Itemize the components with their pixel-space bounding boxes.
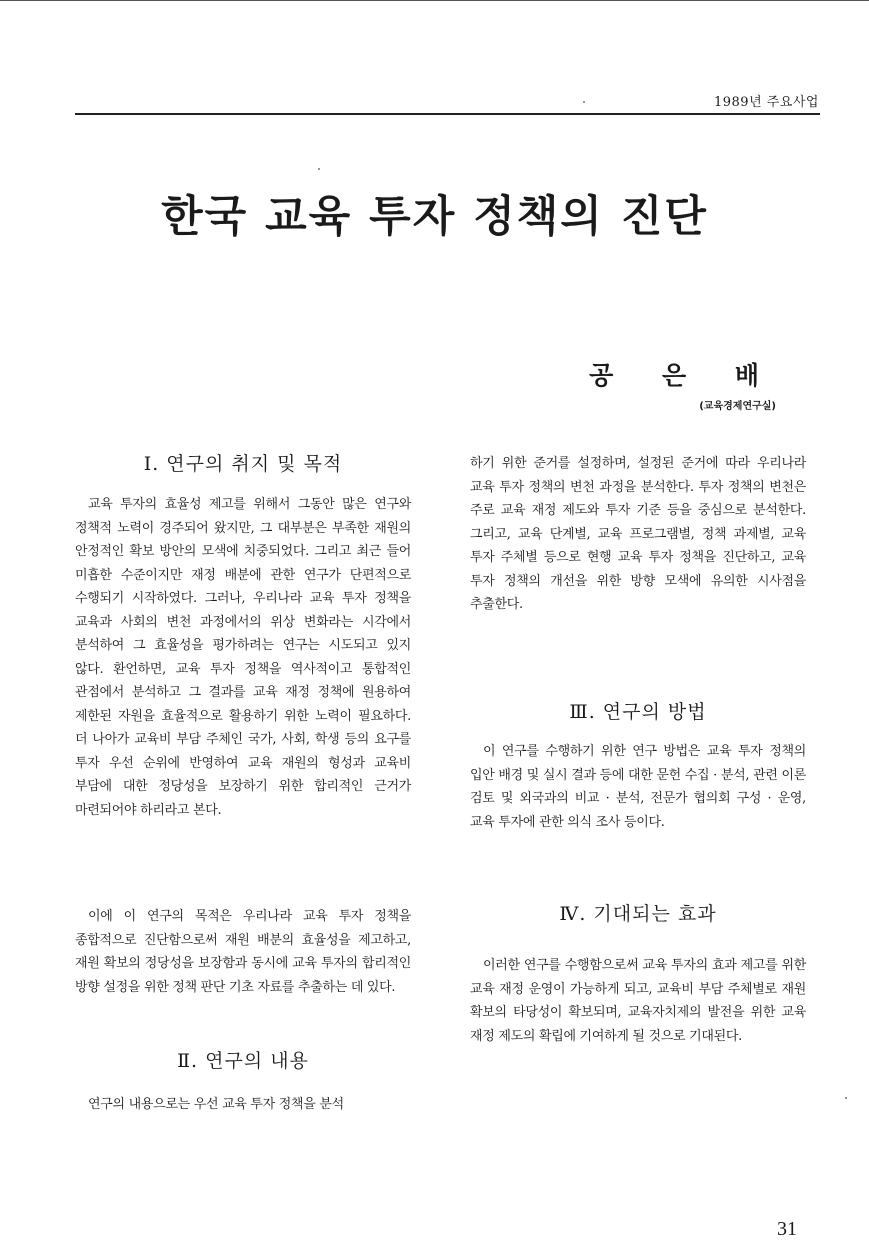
scan-speck [845,1097,847,1099]
section-heading-3: Ⅲ. 연구의 방법 [569,701,707,723]
section-2-paragraph-start: 연구의 내용으로는 우선 교육 투자 정책을 분석 [88,1097,344,1112]
header-rule [75,113,820,115]
section-1-paragraph-1: 교육 투자의 효율성 제고를 위해서 그동안 많은 연구와 정책적 노력이 경주되어 왔지만, 그 대부분은 부족한 재원의 안정적인 확보 방안의 모색에 치중되었다. 그리고 최근 들어 미흡한 수준이지만 재정 배분에 관한 연구가 단편적으로 수행되기 시작하였다. 그러나, 우리나라 교육 투자 정책을 교육과 사회의 변천 과정에서의 위상 변화라는 시각에서 분석하여 그 효율성을 평가하려는 연구는 시도되고 있지 않다. 환언하면, 교육 투자 정책을 역사적이고 통합적인 관점에서 분석하고 그 결과를 교육 재정 정책에 원용하여 제한된 자원을 효율적으로 활용하기 위한 노력이 필요하다. 더 나아가 교육비 부담 주체인 국가, 사회, 학생 등의 요구를 투자 우선 순위에 반영하여 교육 재원의 형성과 교육비 부담에 대한 정당성을 보장하기 위한 합리적인 근거가 마련되어야 하리라고 본다. [75,497,411,818]
running-header: 1989년 주요사업 [713,95,819,110]
author-name: 공 은 배 [589,361,779,390]
section-4-paragraph: 이러한 연구를 수행함으로써 교육 투자의 효과 제고를 위한 교육 재정 운영이 가능하게 되고, 교육비 부담 주체별로 재원 확보의 타당성이 확보되며, 교육자치제의 발전을 위한 교육 재정 제도의 확립에 기여하게 될 것으로 기대된다. [470,958,806,1044]
page-top-border [0,0,869,1]
scan-speck [318,168,320,170]
scan-speck [583,101,585,103]
section-heading-1: Ⅰ. 연구의 취지 및 목적 [143,453,343,475]
section-3-paragraph: 이 연구를 수행하기 위한 연구 방법은 교육 투자 정책의 입안 배경 및 실시 결과 등에 대한 문헌 수집 · 분석, 관련 이론 검토 및 외국과의 비교 · 분석, 전문가 협의회 구성 · 운영, 교육 투자에 관한 의식 조사 등이다. [470,744,806,830]
section-heading-2: Ⅱ. 연구의 내용 [177,1050,309,1072]
author-affiliation: (교육경제연구실) [699,401,776,412]
section-heading-4: Ⅳ. 기대되는 효과 [559,903,717,925]
page-title: 한국 교육 투자 정책의 진단 [161,192,708,242]
page-number: 31 [777,1218,797,1240]
section-1-paragraph-2: 이에 이 연구의 목적은 우리나라 교육 투자 정책을 종합적으로 진단함으로써 재원 배분의 효율성을 제고하고, 재원 확보의 정당성을 보장함과 동시에 교육 투자의 합리적인 방향 설정을 위한 정책 판단 기초 자료를 추출하는 데 있다. [75,909,411,995]
section-2-paragraph-continued: 하기 위한 준거를 설정하며, 설정된 준거에 따라 우리나라 교육 투자 정책의 변천 과정을 분석한다. 투자 정책의 변천은 주로 교육 재정 제도와 투자 기준 등을 중심으로 분석한다. 그리고, 교육 단계별, 교육 프로그램별, 정책 과제별, 교육 투자 주체별 등으로 현행 교육 투자 정책을 진단하고, 교육 투자 정책의 개선을 위한 방향 모색에 유의한 시사점을 추출한다. [470,456,806,612]
